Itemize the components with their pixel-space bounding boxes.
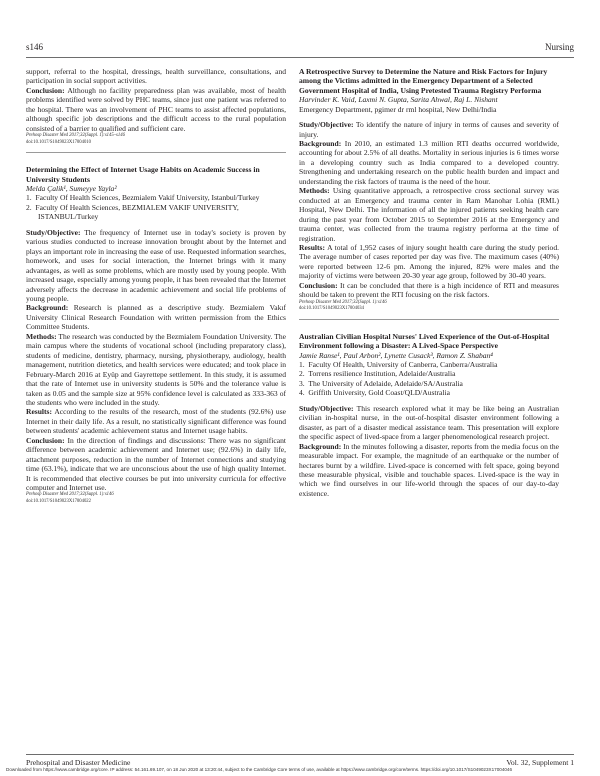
abstract-authors: Harvinder K. Vaid, Laxmi N. Gupta, Sarita Ahwal, Raj L. Nishant: [299, 95, 498, 105]
methods: Methods: Using quantitative approach, a retrospective cross sectional survey was conducted at an Emergency and trauma center in Ram Manohar Lohia (RML) Hospital, New Delhi. The information of all the injured patients seeking health care during the past year from October 2015 to September 2016 at the Emergency and trauma center, was collected from the trauma registry performa at the time of registration.: [299, 186, 559, 243]
page-number: s146: [26, 42, 44, 52]
affiliation-item: 2. Torrens resilience Institution, Adelaide/Australia: [299, 369, 456, 379]
background: Background: In 2010, an estimated 1.3 million RTI deaths occurred worldwide, accounting for about 2.5% of all deaths. Mortality in serious injuries is 6 times worse in a developing country such as India compared to a developed country. Strengthening and undertaking research on the public health burden and impact and understanding the risk factors of trauma is the need of the hour.: [299, 139, 559, 186]
abstract-doi[interactable]: doi:10.1017/S1049023X17004034: [299, 306, 364, 312]
abstract-authors: Jamie Ranse¹, Paul Arbon², Lynette Cusack³, Ramon Z. Shaban⁴: [299, 350, 493, 360]
abstract-citation: Prehosp Disaster Med 2017;32(Suppl. 1):s146: [299, 299, 387, 305]
affiliation-item: 2. Faculty Of Health Sciences, BEZMIALEM VAKIF UNIVERSITY, ISTANBUL/Turkey: [26, 202, 239, 222]
abstract-authors: Melda Çalik¹, Sumeyye Yayla²: [26, 183, 117, 193]
download-notice[interactable]: Downloaded from https://www.cambridge.org/core. IP address: 54.161.69.107, on 18 Jun 2020 at 13:20:44, subject to the Cambridge Core terms of use, available at https://www.cambridge.org/core/terms. https://doi.org/10.1017/S1049023X17004046: [6, 767, 513, 772]
right-column: [299, 67, 559, 498]
journal-name: Prehospital and Disaster Medicine: [26, 758, 131, 767]
background: Background: Research is planned as a descriptive study. Bezmialem Vakıf University Clinical Research Foundation with written permission from the Ethics Committee Students.: [26, 303, 286, 332]
results: Results: A total of 1,952 cases of injury sought health care during the study period. The average number of cases reported per day was five. The maximum cases (40%) were reported between 12-6 pm. Among the injured, 82% were males and the majority of victims were between 20-30 year age group, followed by 30-40 years.: [299, 243, 559, 281]
abstract-citation: Prehosp Disaster Med 2017;32(Suppl. 1):s146: [26, 492, 114, 498]
footer-rule: [26, 754, 574, 755]
continued-citation: Prehosp Disaster Med 2017;32(Suppl. 1):s145–s146: [26, 133, 125, 139]
conclusion: Conclusion: In the direction of findings and discussions: There was no significant difference between academic achievement and Internet use; (92.6%) in daily life, attachment purposes, reduction in the number of Internet connections and studying time (63.1%), indicate that we are unconscious about the use of high quality Internet. It is recommended that elective courses be put into university curricula for effective computer and Internet use.: [26, 435, 286, 493]
affiliation-item: 1. Faculty Of Health Sciences, Bezmialem Vakif University, Istanbul/Turkey: [26, 193, 260, 203]
abstract-title: Australian Civilian Hospital Nurses' Lived Experience of the Out-of-Hospital Environment following a Disaster: A Lived-Space Perspective: [299, 331, 550, 351]
left-column: [26, 67, 286, 505]
methods: Methods: The research was conducted by the Bezmialem Foundation University. The main campus where the students of vocational school (including preparatory class), students of medicine, dentistry, pharmacy, nursing, physiotherapy, audiology, health management, nutrition dietetics, and health services were educated; and took place in February-March 2016 at Eyüp and Gayrettepe settlement. In this study, it is assumed that the rate of Internet use in university students is 50% and the tolerance value is taken as 0.05 and the sample size at 95% confidence level is calculated as 333-363 of the students who were included in the study.: [26, 331, 286, 407]
results: Results: According to the results of the research, most of the students (92.6%) use Internet in their daily life. As a result, no statistically significant difference was found between students' academic achievement status and Internet usage habits.: [26, 407, 286, 436]
study-objective: Study/Objective: The frequency of Internet use in today's society is proven by various studies conducted to increase innovation brought about by the Internet and plays an important role in increasing the ease of use. Requested information searches, homework, and uses for social interaction, the Internet brings with it many advantages, as well as some problems, which are mostly used by young people. With increased usage, especially among young people, it has been revealed that the Internet adversely affects the decrease in academic achievement and social life problems of young people.: [26, 227, 286, 303]
header-rule: [26, 57, 574, 58]
affiliation-item: 4. Griffith University, Gold Coast/QLD/Australia: [299, 388, 450, 398]
affiliation-item: 3. The University of Adelaide, Adelaide/SA/Australia: [299, 378, 463, 388]
background: Background: In the minutes following a disaster, reports from the media focus on the measurable impact. For example, the magnitude of an earthquake or the number of hectares burnt by a wildfire. Lived-space is concerned with felt space, going beyond these measurable physical, visible and touchable spaces. Lived-space is the way in which we find ourselves in our life-world through the spaces of our day-to-day existence.: [299, 441, 559, 498]
affiliation-item: 1. Faculty Of Health, University of Canberra, Canberra/Australia: [299, 360, 498, 369]
abstract-title: Determining the Effect of Internet Usage Habits on Academic Success in University Students: [26, 165, 260, 184]
study-objective: Study/Objective: To identify the nature of injury in terms of causes and severity of injury.: [299, 120, 559, 139]
study-objective: Study/Objective: This research explored what it may be like being an Australian civilian in-hospital nurse, in the out-of-hospital disaster environment following a disaster, as part of a disaster medical assistance team. This presentation will explore the specific aspect of lived-space from a larger phenomenological research project.: [299, 403, 559, 442]
continued-text: support, referral to the hospital, dressings, health surveillance, consultations, and participation in social support activities.: [26, 67, 286, 86]
volume-info: Vol. 32, Supplement 1: [506, 758, 574, 767]
conclusion: Conclusion: It can be concluded that there is a high incidence of RTI and measures should be taken to prevent the RTI focusing on the risk factors.: [299, 280, 559, 300]
abstract-doi[interactable]: doi:10.1017/S1049023X17004022: [26, 498, 91, 504]
abstract-affiliation: Emergency Department, pgimer dr rml hospital, New Delhi/India: [299, 104, 497, 114]
abstract-title: A Retrospective Survey to Determine the Nature and Risk Factors for Injury among the Victims admitted in the Emergency Department of a Selected Government Hospital of India, Using Pretested Trauma Registry Performa: [299, 67, 548, 95]
section-name: Nursing: [545, 42, 574, 52]
continued-doi[interactable]: doi:10.1017/S1049023X17004010: [26, 139, 91, 145]
continued-conclusion: Conclusion: Although no facility preparedness plan was available, most of health problems identified were solved by PHC teams, since just one patient was referred to the hospital. There was an involvement of PHC teams to assist affected populations, although specific job descriptions and the difficult access to the rural population consisted of a barrier to qualified and sufficient care.: [26, 85, 286, 133]
